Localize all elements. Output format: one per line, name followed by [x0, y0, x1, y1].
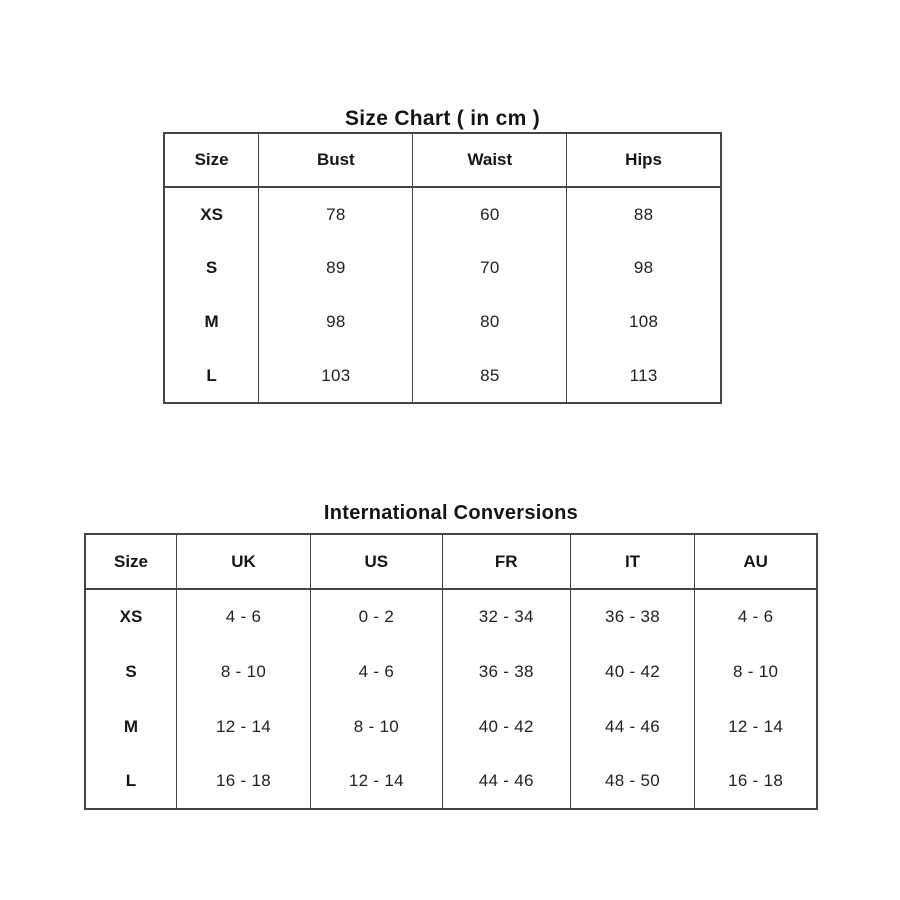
- size-label: M: [123, 716, 139, 736]
- hips-value: 88: [567, 187, 721, 241]
- au-value: 8 - 10: [695, 644, 817, 699]
- column-header-fr: FR: [442, 534, 570, 589]
- table-row-xs: [164, 187, 721, 241]
- column-header-size: Size: [85, 534, 177, 589]
- it-value: 44 - 46: [570, 699, 694, 754]
- it-value: 36 - 38: [570, 589, 694, 644]
- column-header-us: US: [310, 534, 442, 589]
- us-value: 12 - 14: [310, 754, 442, 809]
- column-header-hips: Hips: [567, 133, 721, 187]
- waist-value: 80: [413, 295, 567, 349]
- size-label: XS: [200, 204, 223, 224]
- fr-value: 44 - 46: [442, 754, 570, 809]
- size-chart-title: Size Chart ( in cm ): [344, 107, 541, 131]
- size-label: S: [205, 258, 218, 277]
- au-value: 4 - 6: [695, 589, 817, 644]
- size-label: L: [206, 365, 217, 385]
- fr-value: 32 - 34: [442, 589, 570, 644]
- uk-value: 4 - 6: [177, 589, 311, 644]
- column-header-bust: Bust: [259, 133, 413, 187]
- hips-value: 108: [567, 295, 721, 349]
- hips-value: 98: [567, 241, 721, 295]
- it-value: 40 - 42: [570, 644, 694, 699]
- conversions-header-row: [85, 534, 817, 589]
- column-header-it: IT: [570, 534, 694, 589]
- column-header-au: AU: [695, 534, 817, 589]
- fr-value: 36 - 38: [442, 644, 570, 699]
- waist-value: 70: [413, 241, 567, 295]
- fr-value: 40 - 42: [442, 699, 570, 754]
- table-row-m: [164, 295, 721, 349]
- table-row-xs: [85, 589, 817, 644]
- uk-value: 16 - 18: [177, 754, 311, 809]
- size-label: S: [125, 661, 137, 681]
- bust-value: 98: [259, 295, 413, 349]
- hips-value: 113: [567, 349, 721, 403]
- table-row-l: [164, 349, 721, 403]
- uk-value: 12 - 14: [177, 699, 311, 754]
- size-chart-header-row: [164, 133, 721, 187]
- us-value: 8 - 10: [310, 699, 442, 754]
- bust-value: 89: [259, 241, 413, 295]
- size-label: L: [125, 771, 137, 790]
- table-row-l: [85, 754, 817, 809]
- it-value: 48 - 50: [570, 754, 694, 809]
- size-label: XS: [119, 607, 143, 626]
- bust-value: 103: [259, 349, 413, 403]
- column-header-waist: Waist: [413, 133, 567, 187]
- column-header-size: Size: [164, 133, 259, 187]
- uk-value: 8 - 10: [177, 644, 311, 699]
- column-header-uk: UK: [177, 534, 311, 589]
- table-row-m: [85, 699, 817, 754]
- waist-value: 85: [413, 349, 567, 403]
- au-value: 16 - 18: [695, 754, 817, 809]
- table-row-s: [164, 241, 721, 295]
- waist-value: 60: [413, 187, 567, 241]
- size-chart-table: [163, 132, 722, 404]
- au-value: 12 - 14: [695, 699, 817, 754]
- us-value: 0 - 2: [310, 589, 442, 644]
- international-conversions-title: International Conversions: [323, 501, 579, 524]
- bust-value: 78: [259, 187, 413, 241]
- international-conversions-table: [84, 533, 818, 810]
- table-row-s: [85, 644, 817, 699]
- size-label: M: [204, 312, 219, 331]
- us-value: 4 - 6: [310, 644, 442, 699]
